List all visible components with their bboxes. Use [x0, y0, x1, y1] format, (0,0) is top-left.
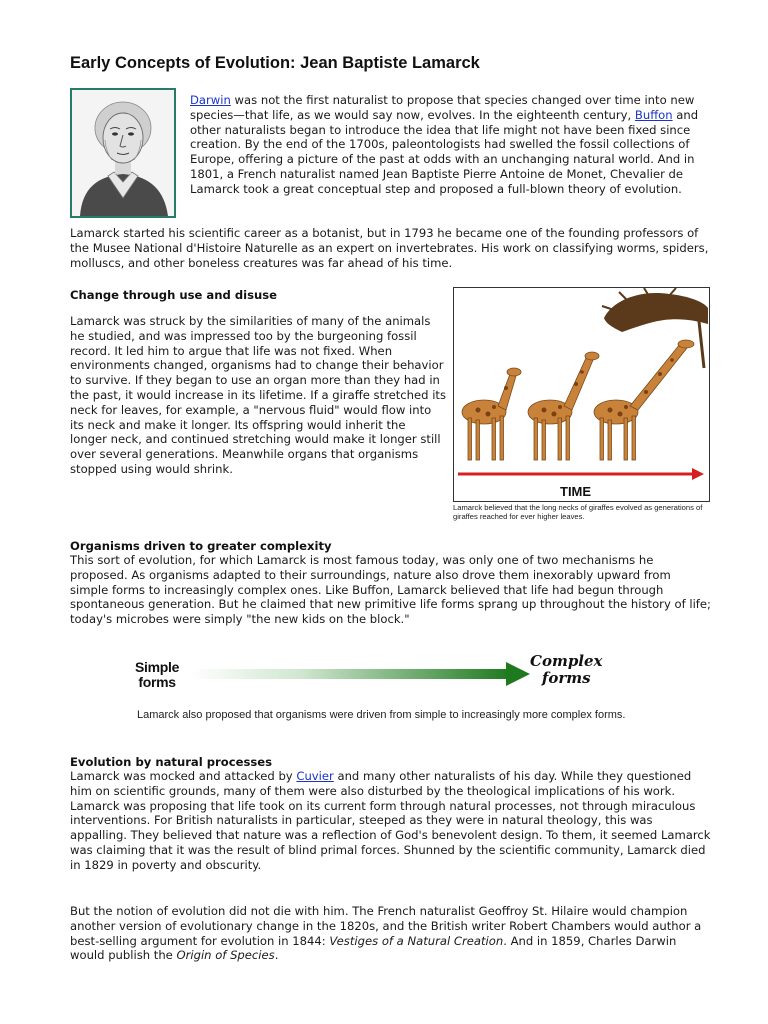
intro-text-1: was not the first naturalist to propose that species changed over time into new species—that life, as we would say now, evolves. In the eighteenth century,	[190, 93, 695, 122]
giraffe-tall	[594, 340, 694, 460]
complex-forms-label	[530, 653, 603, 687]
giraffe-short	[462, 368, 521, 460]
complex-label-line1: Complex	[530, 652, 603, 670]
lamarck-portrait-drawing	[72, 90, 174, 216]
closing-text-3: .	[274, 948, 279, 963]
use-disuse-paragraph: Lamarck was struck by the similarities of many of the animals he studied, and was impressed too by the burgeoning fossil record. It led him to argue that life was not fixed. When environments changed, organisms had to change their behavior to survive. If they began to use an organ more than they had in the past, it would increase in its lifetime. If a giraffe stretched its neck for leaves, for example, a "nervous fluid" would flow into its neck and make it longer. Its offspring would inherit the longer neck, and continued stretching would make it longer still over several generations. Meanwhile organs that organisms stopped using would shrink.	[70, 314, 447, 476]
natural-text-1: Lamarck was mocked and attacked by	[70, 769, 297, 783]
simple-label-line1: Simple	[135, 659, 180, 675]
time-label: TIME	[560, 484, 592, 499]
natural-processes-paragraph	[70, 769, 712, 873]
closing-paragraph	[70, 904, 712, 963]
intro-text-2: and other naturalists began to introduce the idea that life might not have been fixed since creation. By the end of the 1700s, paleontologists had swelled the fossil collections of Europe, offering a picture of the past at odds with an unchanging natural world. And in 1801, a French naturalist named Jean Baptiste Pierre Antoine de Monet, Chevalier de Lamarck took a great conceptual step and proposed a full-blown theory of evolution.	[190, 107, 699, 196]
complexity-heading: Organisms driven to greater complexity	[70, 539, 332, 553]
lamarck-portrait	[70, 88, 176, 218]
cuvier-link[interactable]: Cuvier	[296, 769, 334, 783]
giraffe-figure	[453, 287, 710, 502]
natural-text-2: and many other naturalists of his day. While they questioned him on scientific grounds, many of them were also disturbed by the theological implications of his work. Lamarck was proposing that life took on its current form through natural processes, not through miraculous interventions. For British naturalists in particular, steeped as they were in natural theology, this was appalling. They believed that nature was a reflection of God's benevolent design. To them, it seemed Lamarck was claiming that it was the result of blind primal forces. Shunned by the scientific community, Lamarck died in 1829 in poverty and obscurity.	[70, 769, 711, 872]
simple-label-line2: forms	[138, 674, 176, 690]
vestiges-title: Vestiges of a Natural Creation	[329, 933, 504, 948]
complex-label-line2: forms	[541, 669, 591, 687]
buffon-link[interactable]: Buffon	[634, 107, 673, 122]
natural-processes-heading: Evolution by natural processes	[70, 755, 273, 769]
intro-paragraph	[190, 93, 710, 197]
closing-text-2: . And in 1859, Charles Darwin would publish the	[70, 933, 677, 963]
use-disuse-heading: Change through use and disuse	[70, 288, 278, 302]
giraffe-caption: Lamarck believed that the long necks of giraffes evolved as generations of giraffes reached for ever higher leaves.	[453, 503, 703, 521]
career-paragraph: Lamarck started his scientific career as a botanist, but in 1793 he became one of the founding professors of the Musee National d'Histoire Naturelle as an expert on invertebrates. His work on classifying worms, spiders, molluscs, and other boneless creatures was far ahead of his time.	[70, 226, 709, 270]
page-title: Early Concepts of Evolution: Jean Baptiste Lamarck	[70, 54, 480, 72]
giraffe-illustration	[454, 288, 708, 500]
complexity-paragraph: This sort of evolution, for which Lamarck is most famous today, was only one of two mechanisms he proposed. As organisms adapted to their surroundings, nature also drove them inexorably upward from simple forms to increasingly complex ones. Like Buffon, Lamarck believed that life had begun through spontaneous generation. But he claimed that new primitive life forms sprang up throughout the history of life; today's microbes were simply "the new kids on the block."	[70, 553, 711, 627]
darwin-link[interactable]: Darwin	[190, 93, 231, 107]
closing-text-1: But the notion of evolution did not die with him. The French naturalist Geoffroy St. Hilaire would champion another version of evolutionary change in the 1820s, and the British writer Robert Chambers would author a best-selling argument for evolution in 1844:	[70, 904, 702, 948]
giraffe-medium	[528, 352, 599, 460]
origin-title: Origin of Species	[176, 948, 275, 963]
arrow-caption: Lamarck also proposed that organisms were driven from simple to increasingly more complex forms.	[137, 709, 626, 721]
